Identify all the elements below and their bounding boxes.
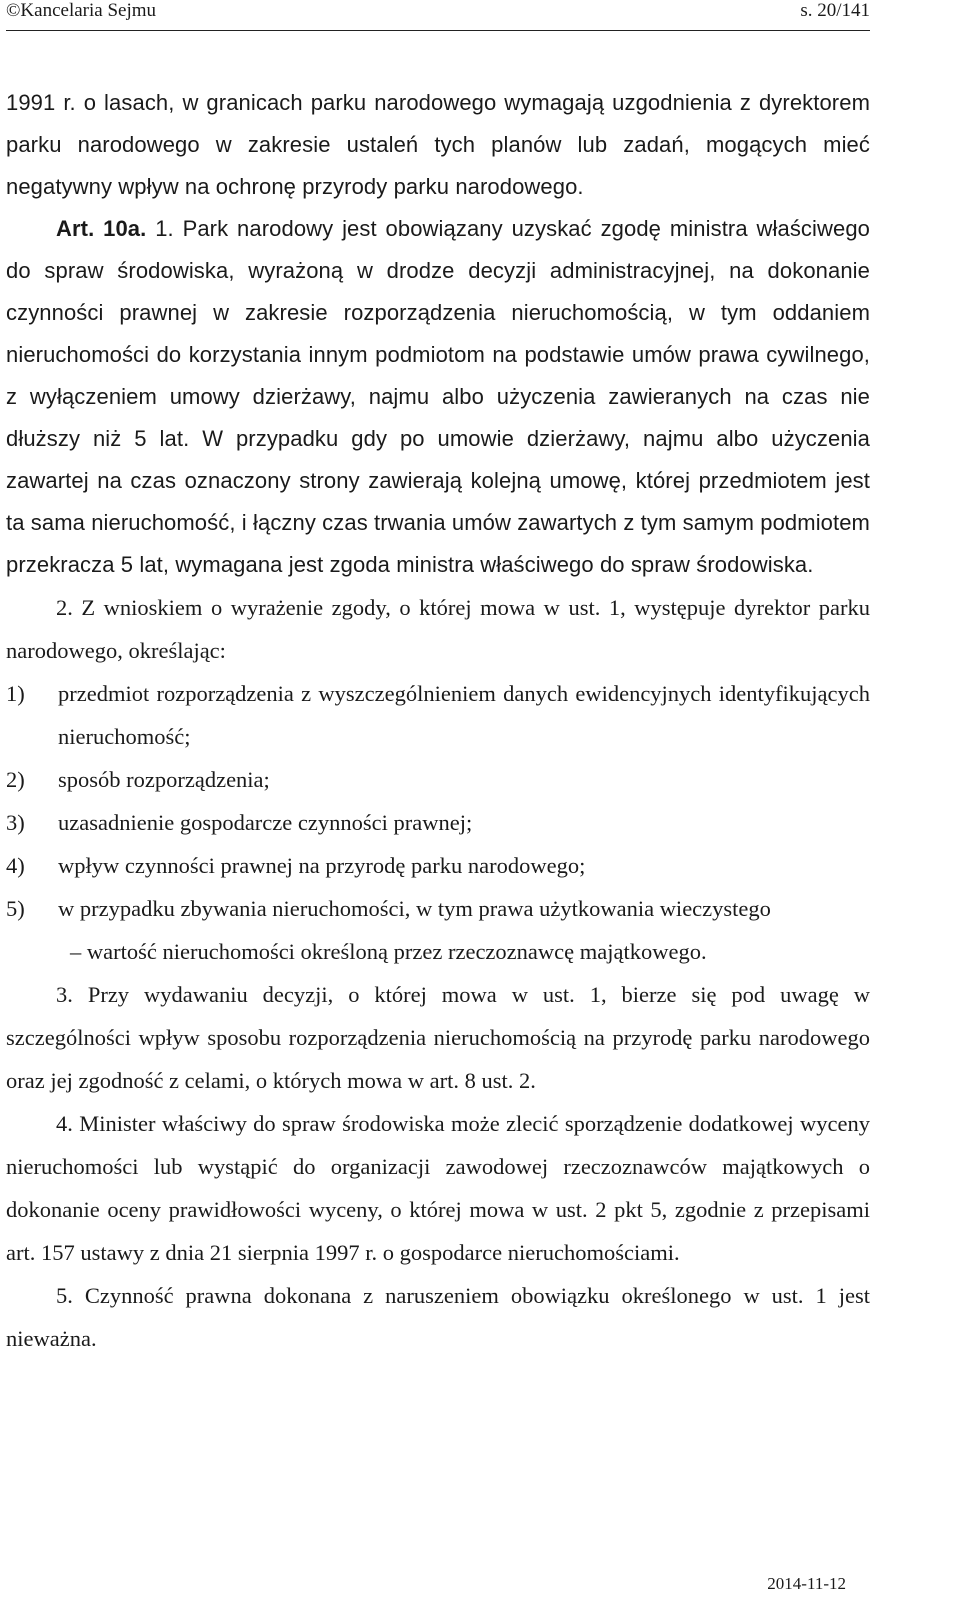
list-item [6,758,870,801]
list-item-number: 5) [6,896,25,921]
list-item [6,887,870,930]
list-item [6,844,870,887]
article-paragraph-5: 5. Czynność prawna dokonana z naruszeniem obowiązku określonego w ust. 1 jest nieważna. [6,1283,870,1351]
list-item-number: 3) [6,810,25,835]
list-item-number: 1) [6,681,25,706]
list-item-number: 4) [6,853,25,878]
article-number: Art. 10a. [56,216,147,241]
list-item [6,801,870,844]
article-paragraph-4: 4. Minister właściwy do spraw środowiska może zlecić sporządzenie dodatkowej wyceny nieruchomości lub wystąpić do organizacji zawodowej rzeczoznawców majątkowych o dokonanie oceny prawidłowości wyceny, o której mowa w ust. 2 pkt 5, zgodnie z przepisami art. 157 ustawy z dnia 21 sierpnia 1997 r. o gospodarce nieruchomościami. [6,1111,870,1265]
article-paragraph-1 [6,208,870,586]
intro-block [6,82,870,586]
list-item-text: wpływ czynności prawnej na przyrodę parku narodowego; [58,853,586,878]
list-item-text: przedmiot rozporządzenia z wyszczególnieniem danych ewidencyjnych identyfikujących nieruchomość; [58,681,870,749]
article-paragraph-1-text: 1. Park narodowy jest obowiązany uzyskać zgodę ministra właściwego do spraw środowiska, wyrażoną w drodze decyzji administracyjnej, na dokonanie czynności prawnej w zakresie rozporządzenia nieruchomością, w tym oddaniem nieruchomości do korzystania innym podmiotom na podstawie umów prawa cywilnego, z wyłączeniem umowy dzierżawy, najmu albo użyczenia zawieranych na czas nie dłuższy niż 5 lat. W przypadku gdy po umowie dzierżawy, najmu albo użyczenia zawartej na czas oznaczony strony zawierają kolejną umowę, której przedmiotem jest ta sama nieruchomość, i łączny czas trwania umów zawartych z tym samym podmiotem przekracza 5 lat, wymagana jest zgoda ministra właściwego do spraw środowiska. [6,216,870,577]
dash-continuation: – wartość nieruchomości określoną przez rzeczoznawcę majątkowego. [70,939,707,964]
header-page-number: s. 20/141 [800,0,870,21]
list-item-text: uzasadnienie gospodarcze czynności prawnej; [58,810,473,835]
article-paragraph-2: 2. Z wnioskiem o wyrażenie zgody, o której mowa w ust. 1, występuje dyrektor parku narodowego, określając: [6,595,870,663]
list-item-number: 2) [6,767,25,792]
intro-paragraph: 1991 r. o lasach, w granicach parku narodowego wymagają uzgodnienia z dyrektorem parku narodowego w zakresie ustaleń tych planów lub zadań, mogących mieć negatywny wpływ na ochronę przyrody parku narodowego. [6,90,870,199]
list-item-text: w przypadku zbywania nieruchomości, w tym prawa użytkowania wieczystego [58,896,771,921]
page-header [6,0,870,31]
list-item-text: sposób rozporządzenia; [58,767,270,792]
list-item [6,672,870,758]
document-body [6,82,870,1360]
footer-date: 2014-11-12 [767,1574,846,1593]
header-publisher: ©Kancelaria Sejmu [6,0,157,21]
article-paragraph-3: 3. Przy wydawaniu decyzji, o której mowa w ust. 1, bierze się pod uwagę w szczególności wpływ sposobu rozporządzenia nieruchomością na przyrodę parku narodowego oraz jej zgodność z celami, o których mowa w art. 8 ust. 2. [6,982,870,1093]
